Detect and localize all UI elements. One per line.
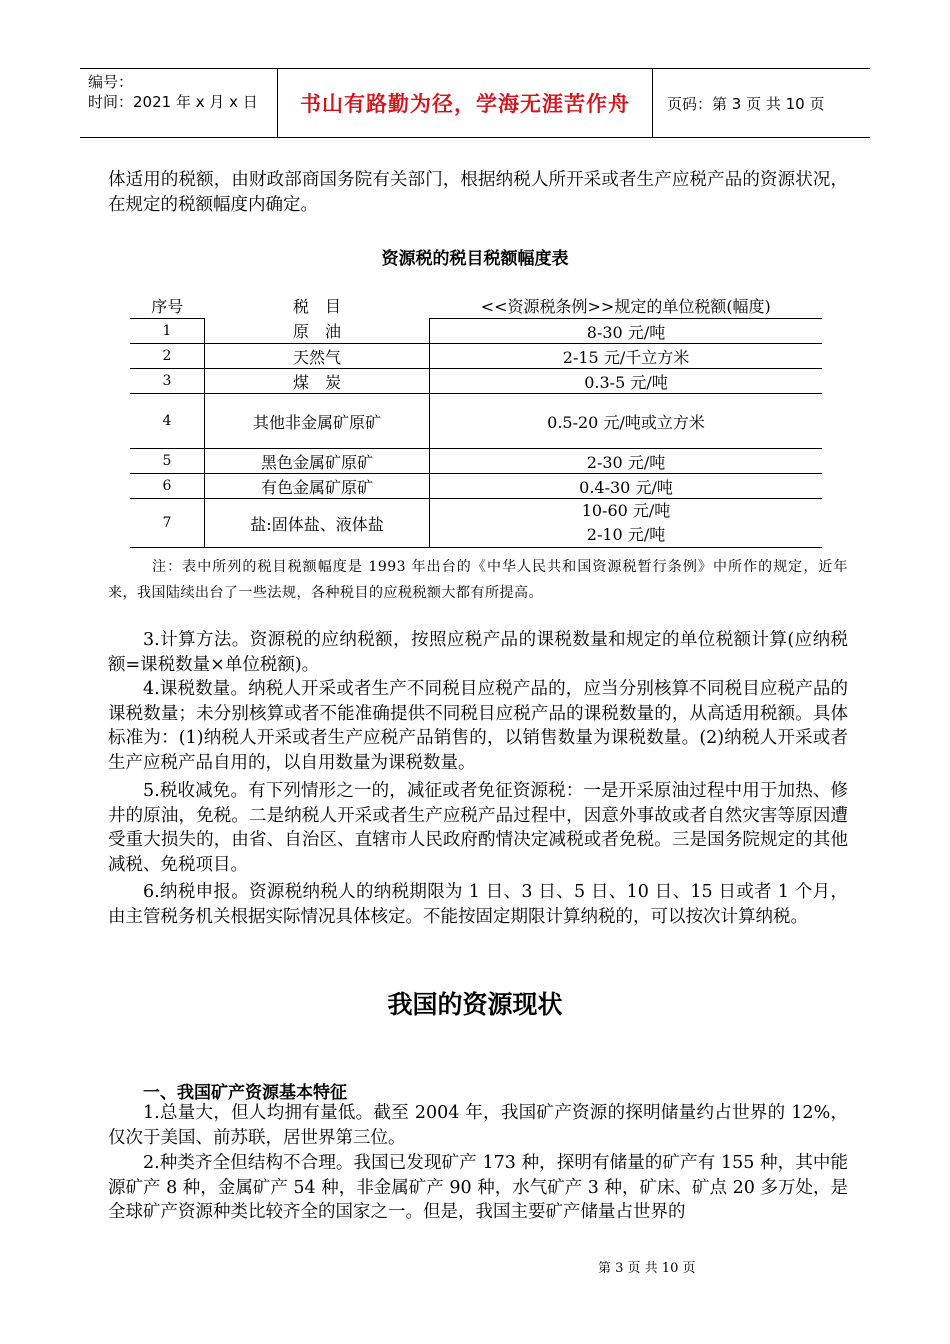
table-row xyxy=(130,394,822,449)
table-row xyxy=(130,369,822,394)
paragraph-tax-filing: 6.纳税申报。资源税纳税人的纳税期限为 1 日、3 日、5 日、10 日、15 日或者 1 个月，由主管税务机关根据实际情况具体核定。不能按固定期限计算纳税的，可以按次计算纳税。 xyxy=(108,882,848,927)
table-row xyxy=(130,319,822,344)
row-rate-cell xyxy=(430,499,823,548)
header-meta xyxy=(80,69,278,137)
table-header-row xyxy=(130,292,822,319)
paragraph-total-amount: 1.总量大，但人均拥有量低。截至 2004 年，我国矿产资源的探明储量约占世界的 12%，仅次于美国、前苏联，居世界第三位。 xyxy=(108,1103,848,1148)
row-item: 煤 炭 xyxy=(205,369,430,394)
table-row xyxy=(130,499,822,548)
intro-paragraph: 体适用的税额，由财政部商国务院有关部门，根据纳税人所开采或者生产应税产品的资源状况，在规定的税额幅度内确定。 xyxy=(108,170,848,215)
document-number-label: 编号： xyxy=(88,73,134,91)
row-item: 原 油 xyxy=(205,319,430,344)
row-item: 黑色金属矿原矿 xyxy=(205,449,430,474)
row-rate: 0.5-20 元/吨或立方米 xyxy=(430,394,823,449)
header-page-number: 页码：第 3 页 共 10 页 xyxy=(667,94,825,113)
row-rate: 0.4-30 元/吨 xyxy=(430,474,823,499)
page-header xyxy=(80,68,870,138)
row-no: 5 xyxy=(130,449,205,474)
row-rate: 10-60 元/吨 xyxy=(581,501,671,520)
table-title: 资源税的税目税额幅度表 xyxy=(381,249,569,269)
row-rate: 0.3-5 元/吨 xyxy=(430,369,823,394)
row-rate: 2-30 元/吨 xyxy=(430,449,823,474)
page-footer: 第 3 页 共 10 页 xyxy=(598,1261,696,1276)
section-title: 我国的资源现状 xyxy=(387,990,563,1019)
section-subtitle: 一、我国矿产资源基本特征 xyxy=(143,1083,347,1103)
document-time-label: 时间：2021 年 x 月 x 日 xyxy=(88,93,258,111)
row-no: 3 xyxy=(130,369,205,394)
paragraph-calculation: 3.计算方法。资源税的应纳税额，按照应税产品的课税数量和规定的单位税额计算(应纳税额=课税数量×单位税额)。 xyxy=(108,630,848,675)
row-no: 7 xyxy=(130,499,205,548)
header-rate: <<资源税条例>>规定的单位税额(幅度) xyxy=(430,292,823,319)
header-motto: 书山有路勤为径，学海无涯苦作舟 xyxy=(278,69,653,137)
paragraph-tax-quantity: 4.课税数量。纳税人开采或者生产不同税目应税产品的，应当分别核算不同税目应税产品的课税数量；未分别核算或者不能准确提供不同税目应税产品的课税数量的，从高适用税额。具体标准为：(1)纳税人开采或者生产应税产品销售的，以销售数量为课税数量。(2)纳税人开采或者生产应税产品自用的，以自用数量为课税数量。 xyxy=(108,679,848,773)
row-item: 其他非金属矿原矿 xyxy=(205,394,430,449)
row-rate: 8-30 元/吨 xyxy=(430,319,823,344)
header-item: 税 目 xyxy=(292,296,341,316)
table-note: 注：表中所列的税目税额幅度是 1993 年出台的《中华人民共和国资源税暂行条例》中所作的规定，近年来，我国陆续出台了一些法规，各种税目的应税税额大都有所提高。 xyxy=(108,559,848,601)
row-no: 2 xyxy=(130,344,205,369)
row-no: 1 xyxy=(130,319,205,344)
row-rate-secondary: 2-10 元/吨 xyxy=(586,525,666,544)
paragraph-variety: 2.种类齐全但结构不合理。我国已发现矿产 173 种，探明有储量的矿产有 155 种，其中能源矿产 8 种，金属矿产 54 种，非金属矿产 90 种，水气矿产 3 种，矿床、矿点 20 多万处，是全球矿产资源种类比较齐全的国家之一。但是，我国主要矿产储量占世界的 xyxy=(108,1153,848,1222)
row-item: 天然气 xyxy=(205,344,430,369)
row-item: 盐:固体盐、液体盐 xyxy=(205,499,430,548)
row-rate: 2-15 元/千立方米 xyxy=(430,344,823,369)
header-no: 序号 xyxy=(130,292,205,319)
table-row xyxy=(130,344,822,369)
table-row xyxy=(130,449,822,474)
row-no: 6 xyxy=(130,474,205,499)
row-no: 4 xyxy=(130,394,205,449)
table-row xyxy=(130,474,822,499)
paragraph-tax-relief: 5.税收减免。有下列情形之一的，减征或者免征资源税：一是开采原油过程中用于加热、修井的原油，免税。二是纳税人开采或者生产应税产品过程中，因意外事故或者自然灾害等原因遭受重大损失的，由省、自治区、直辖市人民政府酌情决定减税或者免税。三是国务院规定的其他减税、免税项目。 xyxy=(108,781,848,875)
tax-rate-table xyxy=(130,292,822,548)
row-item: 有色金属矿原矿 xyxy=(205,474,430,499)
